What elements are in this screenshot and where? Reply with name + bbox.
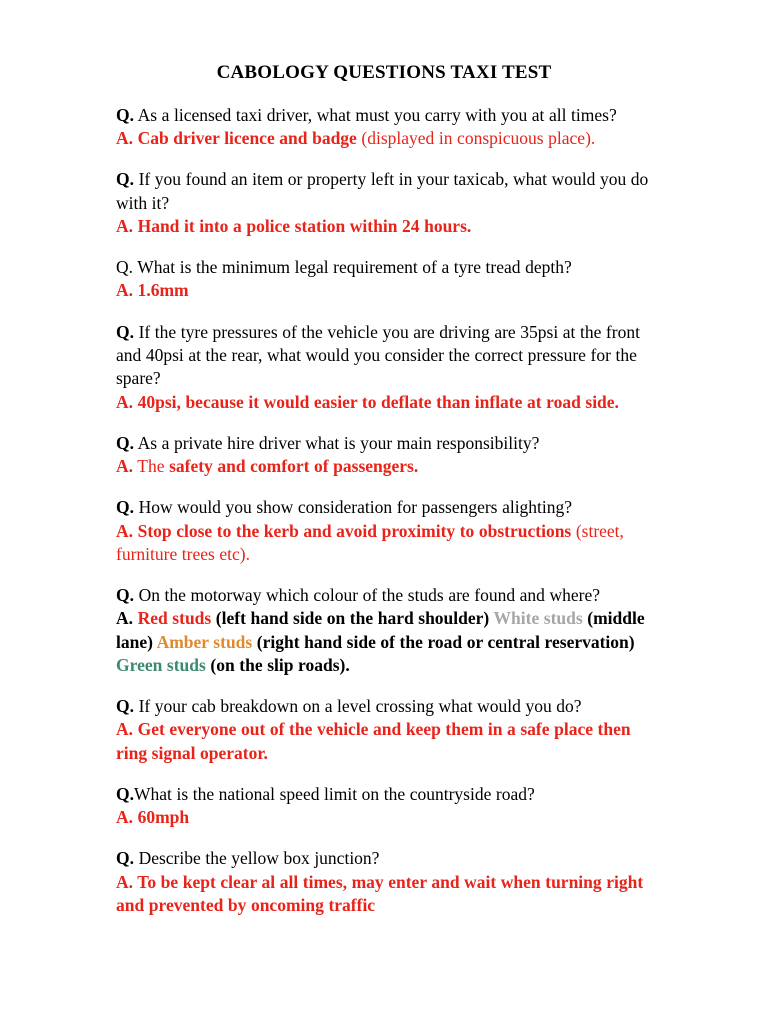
answer-line <box>116 391 656 414</box>
answer-marker: A. <box>116 128 134 149</box>
stud-detail-green: (on the slip roads). <box>205 654 350 675</box>
question-marker: Q. <box>116 585 134 606</box>
question-text: As a licensed taxi driver, what must you carry with you at all times? <box>134 104 617 125</box>
question-text: As a private hire driver what is your main responsibility? <box>134 432 540 453</box>
answer-text-bold: 40psi, because it would easier to deflate than inflate at road side. <box>133 391 619 412</box>
answer-marker: A. <box>116 608 134 629</box>
answer-marker: A. <box>116 215 134 236</box>
stud-label-red: Red studs <box>133 608 212 629</box>
question-text: What is the national speed limit on the countryside road? <box>134 783 535 804</box>
qa-block <box>116 783 656 830</box>
qa-block <box>116 695 656 765</box>
stud-label-white: White studs <box>493 608 583 629</box>
answer-text-regular: (displayed in conspicuous place). <box>356 128 596 149</box>
answer-text-bold: 1.6mm <box>133 280 189 301</box>
answer-line <box>116 520 656 567</box>
question-line <box>116 321 656 391</box>
answer-text-bold: Stop close to the kerb and avoid proximity to obstructions <box>133 520 572 541</box>
answer-marker: A. <box>116 391 134 412</box>
question-marker: Q. <box>116 848 134 869</box>
qa-block <box>116 104 656 151</box>
qa-block <box>116 847 656 917</box>
question-line <box>116 104 656 127</box>
question-line <box>116 168 656 215</box>
answer-line <box>116 127 656 150</box>
question-line <box>116 783 656 806</box>
answer-marker: A. <box>116 807 134 828</box>
question-marker: Q. <box>116 104 134 125</box>
answer-marker: A. <box>116 719 134 740</box>
qa-block <box>116 496 656 566</box>
question-line <box>116 496 656 519</box>
question-line <box>116 847 656 870</box>
question-text: How would you show consideration for passengers alighting? <box>134 497 573 518</box>
stud-label-amber: Amber studs <box>156 631 253 652</box>
stud-detail-white: (middle lane) <box>116 608 645 652</box>
stud-detail-red: (left hand side on the hard shoulder) <box>211 608 494 629</box>
question-text: If the tyre pressures of the vehicle you are driving are 35psi at the front and 40psi at the rear, what would you consider the correct pressure for the spare? <box>116 321 640 389</box>
answer-line <box>116 215 656 238</box>
question-text: Describe the yellow box junction? <box>134 848 380 869</box>
question-line <box>116 256 656 279</box>
answer-marker: A. <box>116 456 134 477</box>
answer-text-bold: Hand it into a police station within 24 hours. <box>133 215 472 236</box>
answer-line <box>116 718 656 765</box>
question-marker: Q. <box>116 169 134 190</box>
question-marker: Q. <box>116 432 134 453</box>
qa-block <box>116 432 656 479</box>
question-marker: Q. <box>116 497 134 518</box>
stud-label-green: Green studs <box>116 654 206 675</box>
answer-line <box>116 279 656 302</box>
answer-marker: A. <box>116 871 134 892</box>
qa-block <box>116 584 656 677</box>
question-line <box>116 584 656 607</box>
answer-text-lead: The <box>133 456 170 477</box>
question-line <box>116 695 656 718</box>
answer-text-bold: To be kept clear al all times, may enter and wait when turning right and prevented by oncoming traffic <box>116 871 644 916</box>
page-title: CABOLOGY QUESTIONS TAXI TEST <box>216 62 552 83</box>
question-text: On the motorway which colour of the studs are found and where? <box>134 585 601 606</box>
answer-text-bold: Get everyone out of the vehicle and keep them in a safe place then ring signal operator. <box>116 719 631 763</box>
question-marker: Q. <box>116 321 134 342</box>
qa-block <box>116 256 656 303</box>
question-line <box>116 432 656 455</box>
answer-text-bold: 60mph <box>133 807 190 828</box>
stud-detail-amber: (right hand side of the road or central reservation) <box>252 631 635 652</box>
answer-text-bold: Cab driver licence and badge <box>133 128 357 149</box>
question-marker: Q. <box>116 257 134 278</box>
question-marker: Q. <box>116 783 134 804</box>
question-marker: Q. <box>116 696 134 717</box>
question-text: What is the minimum legal requirement of a tyre tread depth? <box>133 257 572 278</box>
answer-line <box>116 607 656 677</box>
answer-text-regular: (street, furniture trees etc). <box>116 520 624 564</box>
answer-line <box>116 455 656 478</box>
question-text: If your cab breakdown on a level crossing what would you do? <box>134 696 582 717</box>
question-text: If you found an item or property left in your taxicab, what would you do with it? <box>116 169 649 213</box>
answer-line <box>116 806 656 829</box>
answer-marker: A. <box>116 280 134 301</box>
qa-block <box>116 321 656 414</box>
answer-line <box>116 871 656 918</box>
qa-block <box>116 168 656 238</box>
document-body <box>116 84 656 917</box>
answer-text-bold: safety and comfort of passengers. <box>169 456 419 477</box>
answer-marker: A. <box>116 520 134 541</box>
